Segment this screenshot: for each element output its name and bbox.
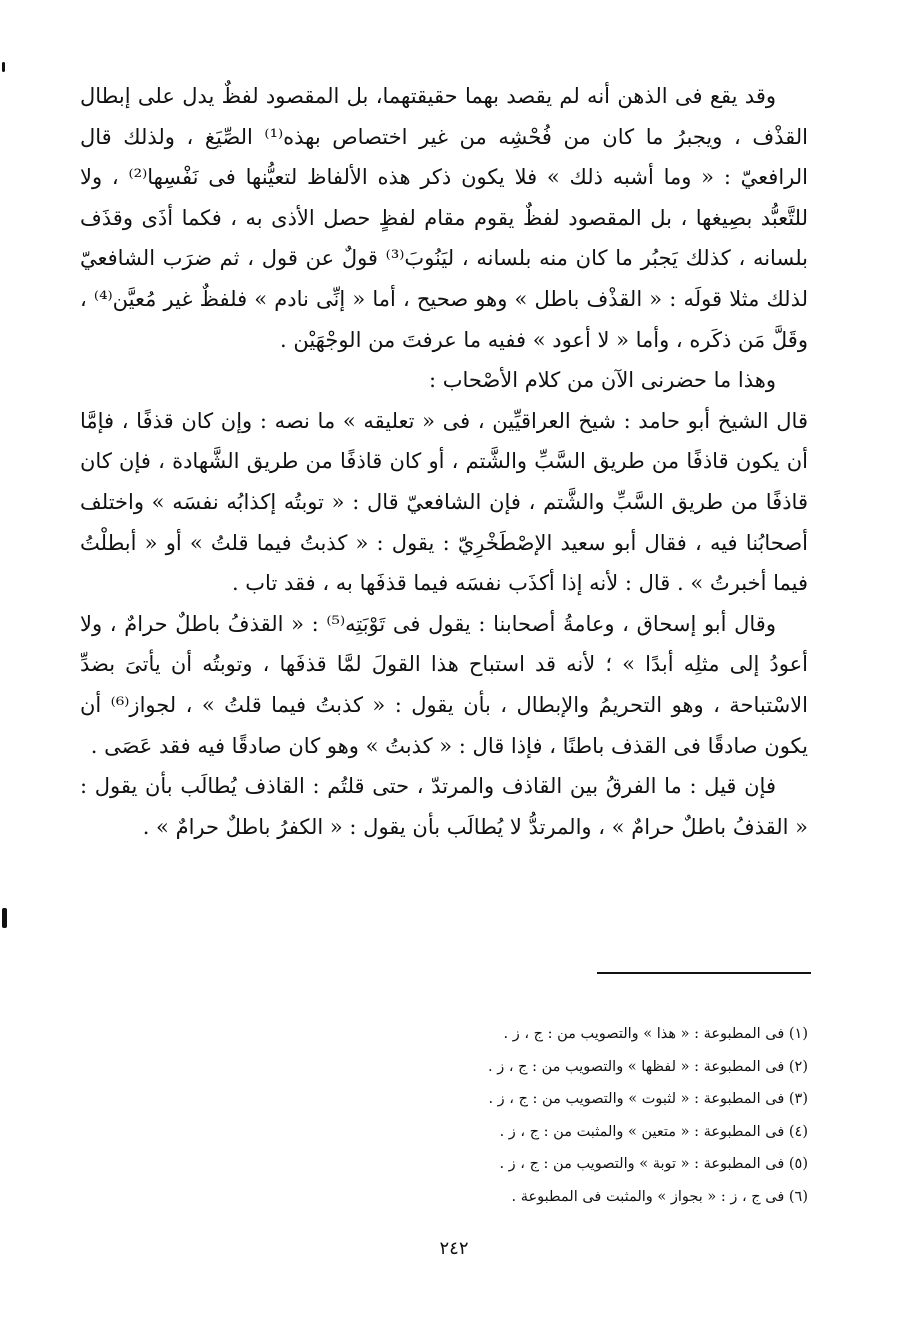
footnote: (٢) فى المطبوعة : « لفظها » والتصويب من : ج ، ز .: [488, 1058, 808, 1075]
footnote: (٤) فى المطبوعة : « متعين » والمثبت من : ج ، ز .: [499, 1123, 808, 1140]
paragraph: فإن قيل : ما الفرقُ بين القاذف والمرتدّ ، حتى قلتُم : القاذف يُطالَب بأن يقول : « القذفُ باطلٌ حرامٌ » ، والمرتدُّ لا يُطالَب بأن يقول : « الكفرُ باطلٌ حرامٌ » .: [80, 774, 808, 839]
footnote: (٥) فى المطبوعة : « توبة » والتصويب من : ج ، ز .: [499, 1156, 808, 1173]
footnotes: [300, 1018, 808, 1214]
footnote: (١) فى المطبوعة : « هذا » والتصويب من : ج ، ز .: [503, 1026, 808, 1042]
footnote-separator: [597, 972, 811, 974]
paragraph: وقال أبو إسحاق ، وعامةُ أصحابنا : يقول فى تَوْبَتِه⁽⁵⁾ : « القذفُ باطلٌ حرامٌ ، ولا أعودُ إلى مثلِه أبدًا » ؛ لأنه قد استباح هذا القولَ لمَّا قذفَها ، وتوبتُه أن يأتىَ بضدِّ الاسْتباحة ، وهو التحريمُ والإبطال ، بأن يقول : « كذبتُ فيما قلتُ » ، لجواز⁽⁶⁾ أن يكون صادقًا فى القذف باطنًا ، فإذا قال : « كذبتُ » وهو كان صادقًا فيه فقد عَصَى .: [80, 611, 808, 758]
paragraph: وقد يقع فى الذهن أنه لم يقصد بهما حقيقتهما، بل المقصود لفظٌ يدل على إبطال القذْف ، ويجبرُ ما كان من فُحْشِه من غير اختصاص بهذه⁽¹⁾ الصِّيَغ ، ولذلك قال الرافعيّ : « وما أشبه ذلك » فلا يكون ذكر هذه الألفاظ لتعيُّنها فى نَفْسِها⁽²⁾ ، ولا للتَّعبُّد بصِيغها ، بل المقصود لفظٌ يقوم مقام لفظٍ حصل الأذى به ، فكما أذَى وقذَف بلسانه ، كذلك يَجبُر ما كان منه بلسانه ، ليَنُوبَ⁽³⁾ قولٌ عن قول ، ثم ضرَب الشافعيّ لذلك مثلا قولَه : « القذْف باطل » وهو صحيح ، أما « إنِّى نادم » فلفظٌ غير مُعيَّن⁽⁴⁾ ، وقَلَّ مَن ذكَره ، وأما « لا أعود » ففيه ما عرفتَ من الوجْهَيْن .: [80, 84, 809, 352]
scan-edge-mark: [2, 908, 7, 928]
main-text: [80, 76, 808, 847]
footnote: (٣) فى المطبوعة : « لثبوت » والتصويب من : ج ، ز .: [488, 1091, 808, 1108]
paragraph: وهذا ما حضرنى الآن من كلام الأصْحاب :: [428, 368, 776, 393]
paragraph: قال الشيخ أبو حامد : شيخ العراقيِّين ، فى « تعليقه » ما نصه : وإن كان قذفًا ، فإمَّا أن يكون قاذفًا من طريق السَّبِّ والشَّتم ، أو كان قاذفًا من طريق الشَّهادة ، فإن كان قاذفًا من طريق السَّبِّ والشَّتم ، فإن الشافعيّ قال : « توبتُه إكذابُه نفسَه » واختلف أصحابُنا فيه ، فقال أبو سعيد الإصْطَخْرِيّ : يقول : « كذبتُ فيما قلتُ » أو « أبطلْتُ فيما أخبرتُ » . قال : لأنه إذا أكذَب نفسَه فيما قذفَها به ، فقد تاب .: [80, 408, 808, 596]
page-number: ٢٤٢: [439, 1238, 469, 1259]
scan-edge-mark: [2, 62, 5, 72]
footnote: (٦) فى ج ، ز : « بجواز » والمثبت فى المطبوعة .: [511, 1188, 808, 1205]
